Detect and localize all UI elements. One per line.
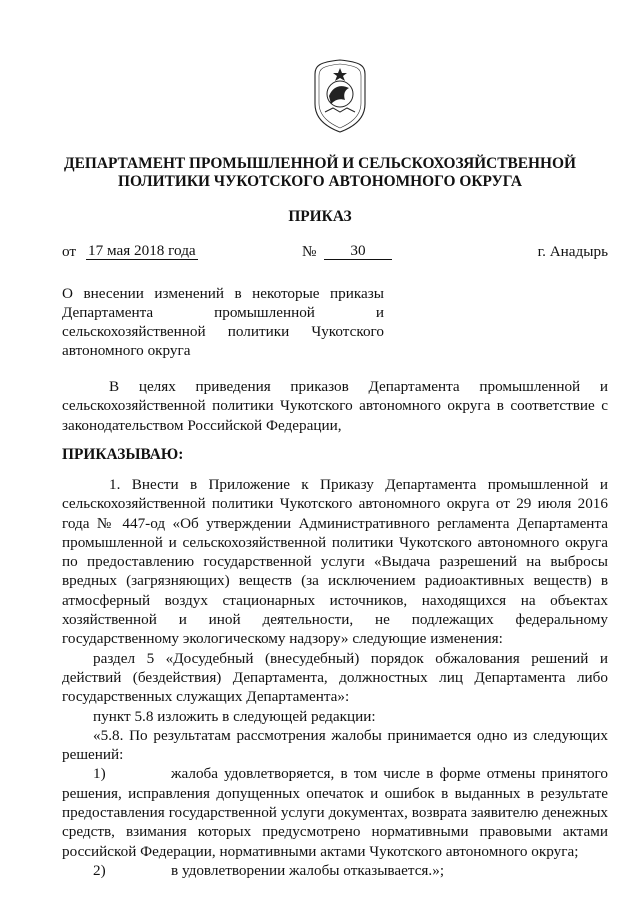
decision-1-line: решения, исправления допущенных опечаток и ошибок в выданных в результате (62, 784, 608, 802)
item-1 (62, 475, 608, 880)
date-label: от (62, 243, 77, 260)
subject-line: О внесении изменений в некоторые приказы (62, 285, 384, 302)
order-heading: ПРИКАЗЫВАЮ: (62, 446, 184, 463)
subject-line: сельскохозяйственной политики Чукотского (62, 323, 384, 340)
preamble-line: сельскохозяйственной политики Чукотского автономного округа в соответствие с (62, 397, 608, 415)
point-intro: пункт 5.8 изложить в следующей редакции: (93, 707, 376, 725)
coat-of-arms-emblem (311, 56, 369, 134)
item-1-line: хозяйственной и иной деятельности, не подлежащих федеральному (62, 611, 608, 629)
order-number: 30 (324, 243, 392, 260)
point-5-8-line: «5.8. По результатам рассмотрения жалобы принимается одно из следующих (93, 726, 608, 744)
preamble (62, 377, 608, 435)
city: г. Анадырь (537, 243, 608, 260)
section-5-line: раздел 5 «Досудебный (внесудебный) порядок обжалования решений и (93, 649, 608, 667)
preamble-line: В целях приведения приказов Департамента промышленной и (109, 378, 608, 395)
point-5-8-line: решений: (62, 746, 124, 764)
order-subject (62, 284, 384, 360)
number-label: № (302, 243, 317, 260)
decision-1-line: средств, взимания которых предусмотрено нормативными правовыми актами (62, 823, 608, 841)
department-line-2: ПОЛИТИКИ ЧУКОТСКОГО АВТОНОМНОГО ОКРУГА (117, 173, 523, 190)
subject-line: автономного округа (62, 342, 191, 359)
item-1-line: по предоставлению государственной услуги «Выдача разрешений на выбросы (62, 553, 608, 571)
decision-1-number: 1) (93, 765, 106, 783)
order-meta (62, 243, 608, 263)
item-1-line: сельскохозяйственной политики Чукотского автономного округа от 29 июля 2016 (62, 495, 608, 513)
item-1-line: 1. Внести в Приложение к Приказу Департамента промышленной и (109, 476, 608, 493)
decision-1-line: российской Федерации, нормативными актами Чукотского автономного округа; (62, 842, 579, 860)
item-1-line: года № 447-од «Об утверждении Административного регламента Департамента (62, 514, 608, 532)
order-date: 17 мая 2018 года (88, 242, 196, 259)
decision-1 (62, 764, 608, 783)
decision-2 (62, 861, 608, 880)
section-5-line: государственных служащих Департамента»: (62, 688, 350, 706)
decision-2-text: в удовлетворении жалобы отказывается.»; (171, 861, 445, 879)
item-1-line: вредных (загрязняющих) веществ (за исключением радиоактивных веществ) в (62, 572, 608, 590)
department-name (40, 155, 600, 191)
decision-1-line: предоставления государственной услуги документах, возврата заявителю денежных (62, 804, 608, 822)
decision-2-number: 2) (93, 861, 106, 879)
item-1-line: государственному экологическому надзору» следующие изменения: (62, 630, 503, 648)
preamble-line: законодательством Российской Федерации, (62, 416, 342, 434)
order-title: ПРИКАЗ (288, 208, 352, 225)
item-1-line: промышленной и сельскохозяйственной политики Чукотского автономного округа (62, 533, 608, 551)
item-1-line: атмосферный воздух стационарных источников, находящихся на объектах (62, 591, 608, 609)
section-5-line: действий (бездействия) Департамента, должностных лиц Департамента либо (62, 668, 608, 686)
decision-1-first-line: жалоба удовлетворяется, в том числе в форме отмены принятого (171, 765, 608, 783)
department-line-1: ДЕПАРТАМЕНТ ПРОМЫШЛЕННОЙ И СЕЛЬСКОХОЗЯЙСТВЕННОЙ (64, 155, 576, 172)
subject-line: Департамента промышленной и (62, 304, 384, 321)
